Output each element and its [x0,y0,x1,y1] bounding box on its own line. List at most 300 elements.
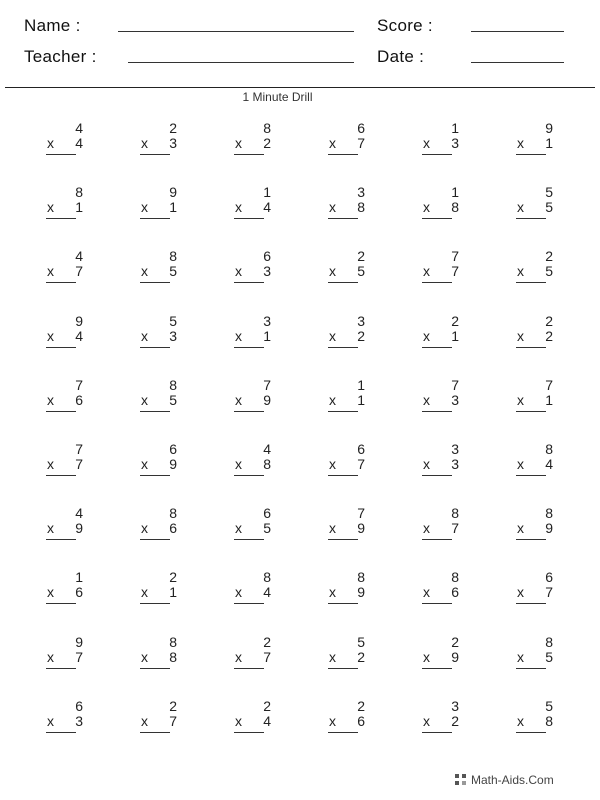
multiplier: 5 [169,391,177,408]
multiplier: 8 [357,199,365,216]
multiplier: 7 [545,584,553,601]
operator-sign: x [423,263,430,280]
operator-sign: x [141,327,148,344]
operator-sign: x [423,648,430,665]
multiplicand: 2 [545,248,553,265]
problem-item [517,569,557,609]
multiplicand: 3 [263,312,271,329]
answer-line [234,282,264,283]
multiplicand: 4 [75,248,83,265]
problem-item [423,569,463,609]
multiplier: 7 [75,263,83,280]
footer-brand [455,773,554,787]
problem-item [141,120,181,160]
problem-item [141,569,181,609]
operator-sign: x [141,263,148,280]
multiplicand: 1 [451,184,459,201]
multiplier: 6 [75,391,83,408]
answer-line [46,411,76,412]
multiplier: 1 [545,135,553,151]
operator-sign: x [329,327,336,344]
answer-line [516,282,546,283]
drill-title: 1 Minute Drill [242,90,313,104]
problem-item [423,184,463,224]
problem-item [423,313,463,353]
multiplicand: 1 [263,184,271,201]
multiplier: 3 [263,263,271,280]
problem-item [235,120,275,160]
multiplier: 6 [169,520,177,537]
operator-sign: x [329,520,336,537]
multiplier: 9 [75,520,83,537]
answer-line [328,154,358,155]
operator-sign: x [423,327,430,344]
problem-item [517,634,557,674]
problem-item [517,120,557,160]
multiplicand: 7 [357,505,365,522]
multiplicand: 9 [75,633,83,650]
operator-sign: x [47,712,54,729]
operator-sign: x [141,391,148,408]
multiplicand: 2 [545,312,553,329]
problem-item [329,634,369,674]
multiplier: 1 [169,584,177,601]
operator-sign: x [47,327,54,344]
answer-line [234,154,264,155]
math-aids-logo-icon [455,774,467,786]
multiplier: 2 [357,327,365,344]
multiplicand: 2 [169,120,177,136]
answer-line [234,668,264,669]
problem-item [423,698,463,738]
multiplicand: 7 [451,376,459,393]
answer-line [328,347,358,348]
operator-sign: x [47,520,54,537]
problem-item [235,377,275,417]
answer-line [422,732,452,733]
multiplier: 2 [545,327,553,344]
multiplier: 3 [169,327,177,344]
multiplicand: 3 [451,697,459,714]
multiplicand: 8 [451,505,459,522]
operator-sign: x [47,648,54,665]
multiplier: 4 [263,712,271,729]
answer-line [422,539,452,540]
problem-item [517,505,557,545]
multiplier: 1 [545,391,553,408]
operator-sign: x [517,199,524,216]
multiplicand: 1 [357,376,365,393]
multiplier: 8 [169,648,177,665]
answer-line [140,475,170,476]
multiplicand: 9 [169,184,177,201]
problem-item [47,505,87,545]
multiplicand: 3 [451,441,459,457]
multiplier: 1 [357,391,365,408]
answer-line [328,668,358,669]
answer-line [234,603,264,604]
multiplier: 7 [169,712,177,729]
multiplicand: 8 [545,505,553,522]
multiplicand: 8 [545,633,553,650]
problem-item [517,441,557,481]
multiplicand: 8 [169,248,177,265]
problem-item [235,184,275,224]
operator-sign: x [517,391,524,408]
multiplier: 5 [545,648,553,665]
answer-line [516,218,546,219]
problem-item [141,634,181,674]
multiplier: 7 [451,520,459,537]
answer-line [422,218,452,219]
problem-item [329,184,369,224]
operator-sign: x [235,584,242,601]
answer-line [234,539,264,540]
answer-line [234,347,264,348]
operator-sign: x [329,199,336,216]
operator-sign: x [329,391,336,408]
multiplier: 3 [451,391,459,408]
multiplier: 9 [451,648,459,665]
problem-item [329,569,369,609]
multiplier: 7 [357,456,365,472]
multiplicand: 5 [169,312,177,329]
multiplier: 9 [357,520,365,537]
answer-line [328,411,358,412]
multiplicand: 2 [357,697,365,714]
problem-item [47,120,87,160]
operator-sign: x [47,263,54,280]
operator-sign: x [235,520,242,537]
multiplicand: 8 [169,505,177,522]
multiplier: 6 [75,584,83,601]
problem-item [423,377,463,417]
operator-sign: x [235,327,242,344]
multiplicand: 8 [451,569,459,586]
operator-sign: x [329,456,336,472]
operator-sign: x [235,135,242,151]
operator-sign: x [141,456,148,472]
operator-sign: x [141,199,148,216]
operator-sign: x [141,135,148,151]
multiplier: 7 [451,263,459,280]
answer-line [328,475,358,476]
multiplier: 5 [357,263,365,280]
problem-item [329,120,369,160]
problem-item [141,377,181,417]
operator-sign: x [423,712,430,729]
problem-item [517,698,557,738]
multiplier: 8 [545,712,553,729]
answer-line [422,475,452,476]
problem-item [47,377,87,417]
multiplier: 7 [263,648,271,665]
multiplicand: 6 [263,505,271,522]
multiplier: 4 [545,456,553,472]
problem-item [517,184,557,224]
problem-item [423,441,463,481]
operator-sign: x [329,263,336,280]
brand-text: Math-Aids.Com [471,773,554,787]
problem-item [235,441,275,481]
operator-sign: x [235,456,242,472]
multiplier: 5 [263,520,271,537]
multiplicand: 9 [545,120,553,136]
multiplier: 5 [169,263,177,280]
answer-line [46,154,76,155]
problem-item [47,634,87,674]
answer-line [46,282,76,283]
problem-item [235,313,275,353]
multiplier: 1 [263,327,271,344]
operator-sign: x [517,584,524,601]
answer-line [328,603,358,604]
problem-item [141,698,181,738]
operator-sign: x [517,520,524,537]
multiplicand: 4 [75,505,83,522]
multiplicand: 2 [451,633,459,650]
problem-item [423,634,463,674]
multiplicand: 5 [545,184,553,201]
multiplier: 1 [75,199,83,216]
multiplier: 4 [75,327,83,344]
multiplicand: 8 [263,569,271,586]
multiplicand: 5 [357,633,365,650]
multiplicand: 2 [169,697,177,714]
operator-sign: x [423,135,430,151]
score-label: Score : [377,16,433,35]
multiplicand: 6 [357,441,365,457]
answer-line [516,411,546,412]
operator-sign: x [517,327,524,344]
problem-item [329,441,369,481]
problem-item [235,248,275,288]
answer-line [140,218,170,219]
answer-line [422,347,452,348]
problem-item [329,505,369,545]
answer-line [46,732,76,733]
answer-line [140,347,170,348]
multiplicand: 9 [75,312,83,329]
problem-item [141,313,181,353]
multiplicand: 3 [357,312,365,329]
answer-line [422,282,452,283]
answer-line [328,218,358,219]
multiplier: 2 [263,135,271,151]
answer-line [516,668,546,669]
problem-item [329,377,369,417]
multiplier: 9 [545,520,553,537]
answer-line [46,668,76,669]
multiplicand: 2 [451,312,459,329]
answer-line [46,539,76,540]
answer-line [422,668,452,669]
multiplicand: 6 [263,248,271,265]
multiplicand: 6 [169,441,177,457]
problem-item [423,248,463,288]
multiplier: 4 [263,199,271,216]
problem-item [329,313,369,353]
operator-sign: x [235,391,242,408]
answer-line [140,603,170,604]
operator-sign: x [329,648,336,665]
answer-line [46,603,76,604]
multiplier: 3 [75,712,83,729]
answer-line [46,475,76,476]
answer-line [328,539,358,540]
operator-sign: x [235,263,242,280]
operator-sign: x [517,456,524,472]
multiplier: 2 [357,648,365,665]
multiplicand: 2 [169,569,177,586]
multiplicand: 8 [169,633,177,650]
problem-item [235,569,275,609]
multiplicand: 5 [545,697,553,714]
multiplier: 5 [545,263,553,280]
multiplicand: 2 [263,633,271,650]
problem-item [47,569,87,609]
multiplier: 3 [451,456,459,472]
multiplier: 7 [75,648,83,665]
teacher-label: Teacher : [24,47,97,66]
multiplier: 8 [263,456,271,472]
multiplicand: 7 [545,376,553,393]
multiplier: 1 [451,327,459,344]
problem-item [517,313,557,353]
answer-line [422,603,452,604]
multiplicand: 7 [75,376,83,393]
multiplier: 1 [169,199,177,216]
operator-sign: x [47,456,54,472]
operator-sign: x [329,712,336,729]
multiplicand: 8 [357,569,365,586]
multiplier: 9 [169,456,177,472]
multiplier: 8 [451,199,459,216]
problem-item [141,441,181,481]
multiplicand: 6 [75,697,83,714]
multiplier: 4 [263,584,271,601]
answer-line [516,475,546,476]
multiplier: 6 [357,712,365,729]
operator-sign: x [47,391,54,408]
answer-line [516,732,546,733]
answer-line [234,218,264,219]
multiplier: 3 [169,135,177,151]
multiplicand: 2 [357,248,365,265]
multiplier: 5 [545,199,553,216]
answer-line [516,154,546,155]
problem-item [47,184,87,224]
multiplicand: 4 [263,441,271,457]
operator-sign: x [141,712,148,729]
operator-sign: x [141,648,148,665]
problem-item [141,184,181,224]
operator-sign: x [47,135,54,151]
problem-item [329,248,369,288]
problem-item [329,698,369,738]
operator-sign: x [517,712,524,729]
problem-item [47,698,87,738]
operator-sign: x [423,199,430,216]
answer-line [422,411,452,412]
problem-item [517,377,557,417]
answer-line [328,282,358,283]
operator-sign: x [423,520,430,537]
multiplier: 2 [451,712,459,729]
multiplicand: 1 [451,120,459,136]
operator-sign: x [47,199,54,216]
operator-sign: x [235,712,242,729]
answer-line [140,282,170,283]
multiplicand: 3 [357,184,365,201]
operator-sign: x [517,263,524,280]
multiplicand: 6 [357,120,365,136]
answer-line [516,603,546,604]
problem-item [235,634,275,674]
multiplier: 7 [75,456,83,472]
multiplier: 7 [357,135,365,151]
date-label: Date : [377,47,425,66]
multiplier: 9 [357,584,365,601]
operator-sign: x [329,584,336,601]
problem-item [141,505,181,545]
multiplicand: 6 [545,569,553,586]
operator-sign: x [141,520,148,537]
operator-sign: x [235,648,242,665]
problem-item [423,505,463,545]
operator-sign: x [235,199,242,216]
problem-item [141,248,181,288]
answer-line [422,154,452,155]
answer-line [516,539,546,540]
multiplicand: 8 [263,120,271,136]
answer-line [328,732,358,733]
answer-line [234,475,264,476]
operator-sign: x [517,135,524,151]
operator-sign: x [423,584,430,601]
problem-item [235,505,275,545]
name-label: Name : [24,16,81,35]
multiplicand: 2 [263,697,271,714]
problem-item [47,313,87,353]
multiplicand: 7 [75,441,83,457]
operator-sign: x [423,391,430,408]
operator-sign: x [141,584,148,601]
answer-line [140,668,170,669]
problem-item [423,120,463,160]
answer-line [140,732,170,733]
multiplicand: 7 [263,376,271,393]
answer-line [140,539,170,540]
answer-line [46,218,76,219]
multiplier: 9 [263,391,271,408]
problem-item [517,248,557,288]
multiplicand: 4 [75,120,83,136]
multiplicand: 8 [75,184,83,201]
multiplicand: 1 [75,569,83,586]
operator-sign: x [329,135,336,151]
multiplicand: 8 [169,376,177,393]
problem-item [47,441,87,481]
answer-line [140,154,170,155]
problem-item [235,698,275,738]
multiplier: 4 [75,135,83,151]
answer-line [516,347,546,348]
answer-line [234,411,264,412]
multiplicand: 8 [545,441,553,457]
operator-sign: x [423,456,430,472]
multiplier: 6 [451,584,459,601]
